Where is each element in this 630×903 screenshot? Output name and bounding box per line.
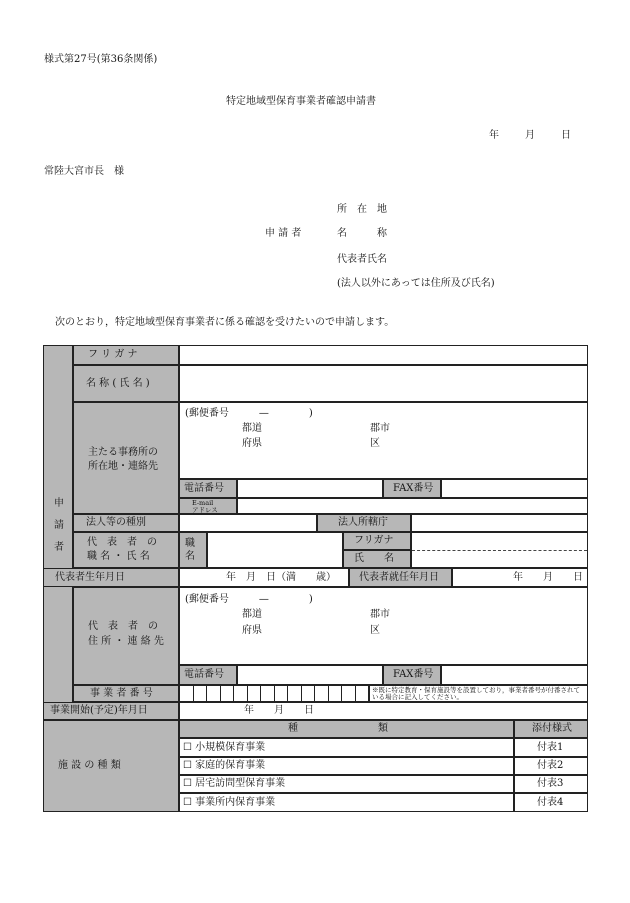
facility-option[interactable] xyxy=(179,738,514,757)
facility-attach xyxy=(514,757,588,775)
rep-postal: (郵便番号 — ) xyxy=(185,594,313,605)
biz-no-digit xyxy=(194,686,208,701)
rep-name-label-2: 職 名 ・ 氏 名 xyxy=(87,551,150,562)
rep-addr-label-1: 代 表 者 の xyxy=(88,621,158,632)
document-title: 特定地域型保育事業者確認申請書 xyxy=(226,96,376,107)
email-label-cell xyxy=(179,498,237,514)
rep-fax-label: FAX番号 xyxy=(393,669,434,680)
facility-option-label: ☐ 小規模保育事業 xyxy=(183,742,266,753)
appointed-label-cell xyxy=(349,568,452,587)
rep-fax-label-cell xyxy=(383,665,441,685)
rep-title-label-1: 職 xyxy=(185,538,195,549)
start-date-input[interactable] xyxy=(179,702,588,720)
start-date-label: 事業開始(予定)年月日 xyxy=(50,705,148,716)
biz-no-digit xyxy=(248,686,262,701)
biz-no-digit xyxy=(221,686,235,701)
facility-attach xyxy=(514,793,588,812)
corp-office-input[interactable] xyxy=(411,514,588,532)
office-tel-label: 電話番号 xyxy=(184,483,224,494)
rep-furigana-label-cell xyxy=(343,532,411,550)
facility-attach-label: 付表1 xyxy=(537,742,564,753)
biz-no-note: ※既に特定教育・保育施設等を設置しており，事業者番号が付番されている場合に記入してください。 xyxy=(372,686,580,701)
attach-header: 添付様式 xyxy=(532,723,572,734)
appointed-label: 代表者就任年月日 xyxy=(359,572,439,583)
rep-title-label-2: 名 xyxy=(185,551,195,562)
office-postal: (郵便番号 — ) xyxy=(185,408,313,419)
applicant-label: 申 請 者 xyxy=(265,228,302,239)
rep-name-label-cell xyxy=(73,532,179,568)
office-fax-label-cell xyxy=(383,479,441,498)
name-label-cell xyxy=(73,365,179,402)
biz-no-label: 事 業 者 番 号 xyxy=(90,688,153,699)
rep-shimei-label-cell xyxy=(343,550,411,568)
appointed-value: 年 月 日 xyxy=(513,572,583,583)
kind-header: 種 類 xyxy=(288,723,388,734)
rep-addr-label-2: 住 所 ・ 連 絡 先 xyxy=(88,636,164,647)
rep-name-divider xyxy=(412,550,587,551)
office-tel-label-cell xyxy=(179,479,237,498)
birth-label: 代表者生年月日 xyxy=(55,572,125,583)
rep-title-input[interactable] xyxy=(207,532,343,568)
facility-option-label: ☐ 事業所内保育事業 xyxy=(183,797,276,808)
name-input[interactable] xyxy=(179,365,588,402)
rep-name-label-1: 代 表 者 の xyxy=(87,537,157,548)
facility-option[interactable] xyxy=(179,775,514,793)
facility-label: 施 設 の 種 類 xyxy=(58,760,121,771)
biz-no-digit xyxy=(315,686,329,701)
rep-furigana-label: フリガナ xyxy=(354,535,394,546)
name-label: 名 称 ( 氏 名 ) xyxy=(86,378,150,389)
rep-ku: 区 xyxy=(370,625,380,636)
rep-fuken: 府県 xyxy=(242,625,262,636)
facility-option-label: ☐ 家庭的保育事業 xyxy=(183,760,266,771)
rep-fax-input[interactable] xyxy=(441,665,588,685)
office-address-input[interactable] xyxy=(179,402,588,479)
side-char-1: 申 xyxy=(54,498,64,509)
rep-todo: 都道 xyxy=(242,609,262,620)
office-ku: 区 xyxy=(370,438,380,449)
date-day-label: 日 xyxy=(561,130,571,141)
applicant-note: (法人以外にあっては住所及び氏名) xyxy=(337,278,495,289)
furigana-input[interactable] xyxy=(179,345,588,365)
rep-tel-label-cell xyxy=(179,665,237,685)
office-tel-input[interactable] xyxy=(237,479,383,498)
facility-option[interactable] xyxy=(179,757,514,775)
facility-label-cell xyxy=(43,720,179,812)
biz-no-label-cell xyxy=(73,685,179,702)
office-label-cell xyxy=(73,402,179,514)
biz-no-digit xyxy=(275,686,289,701)
email-label-2: アドレス xyxy=(192,506,218,514)
facility-attach-label: 付表2 xyxy=(537,760,564,771)
furigana-label-cell xyxy=(73,345,179,365)
attach-header-cell xyxy=(514,720,588,738)
facility-option[interactable] xyxy=(179,793,514,812)
applicant-rep-label: 代表者氏名 xyxy=(337,254,387,265)
start-date-value: 年 月 日 xyxy=(244,705,314,716)
date-month-label: 月 xyxy=(525,130,535,141)
biz-no-input[interactable] xyxy=(179,685,369,702)
biz-no-boxes xyxy=(180,686,368,701)
corp-type-input[interactable] xyxy=(179,514,317,532)
rep-addr-label-cell xyxy=(73,587,179,685)
start-date-label-cell xyxy=(43,702,179,720)
form-number: 様式第27号(第36条関係) xyxy=(44,54,158,65)
facility-attach-label: 付表3 xyxy=(537,778,564,789)
intro-text: 次のとおり，特定地域型保育事業者に係る確認を受けたいので申請します。 xyxy=(55,317,395,328)
application-table xyxy=(43,345,588,812)
side-char-2: 請 xyxy=(54,520,64,531)
biz-no-digit xyxy=(234,686,248,701)
birth-label-cell xyxy=(43,568,179,587)
rep-address-input[interactable] xyxy=(179,587,588,665)
birth-value: 年 月 日（満 歳） xyxy=(226,572,336,583)
facility-attach xyxy=(514,775,588,793)
office-gunshi: 郡市 xyxy=(370,423,390,434)
office-label-1: 主たる事務所の xyxy=(88,447,158,458)
biz-no-digit xyxy=(207,686,221,701)
office-fax-label: FAX番号 xyxy=(393,483,434,494)
applicant-name-label: 名 称 xyxy=(337,228,387,239)
biz-no-digit xyxy=(342,686,356,701)
date-year-label: 年 xyxy=(489,130,499,141)
facility-attach xyxy=(514,738,588,757)
corp-office-label-cell xyxy=(317,514,411,532)
kind-header-cell xyxy=(179,720,514,738)
biz-no-digit xyxy=(302,686,316,701)
rep-title-label-cell xyxy=(179,532,207,568)
corp-type-label-cell xyxy=(73,514,179,532)
office-label-2: 所在地・連絡先 xyxy=(88,461,158,472)
birth-input[interactable] xyxy=(179,568,349,587)
biz-no-digit xyxy=(288,686,302,701)
office-fax-input[interactable] xyxy=(441,479,588,498)
corp-type-label: 法人等の種別 xyxy=(86,517,146,528)
biz-no-note-cell xyxy=(369,685,588,702)
addressee: 常陸大宮市長 様 xyxy=(44,166,124,177)
side-char-3: 者 xyxy=(54,542,64,553)
appointed-input[interactable] xyxy=(452,568,588,587)
applicant-side-cell xyxy=(43,345,73,710)
facility-attach-label: 付表4 xyxy=(537,797,564,808)
biz-no-digit xyxy=(261,686,275,701)
rep-shimei-label: 氏 名 xyxy=(354,553,394,564)
biz-no-digit xyxy=(329,686,343,701)
biz-no-digit xyxy=(180,686,194,701)
corp-office-label: 法人所轄庁 xyxy=(338,517,388,528)
biz-no-digit xyxy=(356,686,369,701)
rep-gunshi: 郡市 xyxy=(370,609,390,620)
rep-tel-input[interactable] xyxy=(237,665,383,685)
email-input[interactable] xyxy=(237,498,588,514)
facility-option-label: ☐ 居宅訪問型保育事業 xyxy=(183,778,286,789)
office-todo: 都道 xyxy=(242,423,262,434)
office-fuken: 府県 xyxy=(242,438,262,449)
furigana-label: フ リ ガ ナ xyxy=(88,349,138,360)
email-label-1: E-mail xyxy=(192,499,214,507)
applicant-address-label: 所 在 地 xyxy=(337,204,387,215)
rep-tel-label: 電話番号 xyxy=(184,669,224,680)
